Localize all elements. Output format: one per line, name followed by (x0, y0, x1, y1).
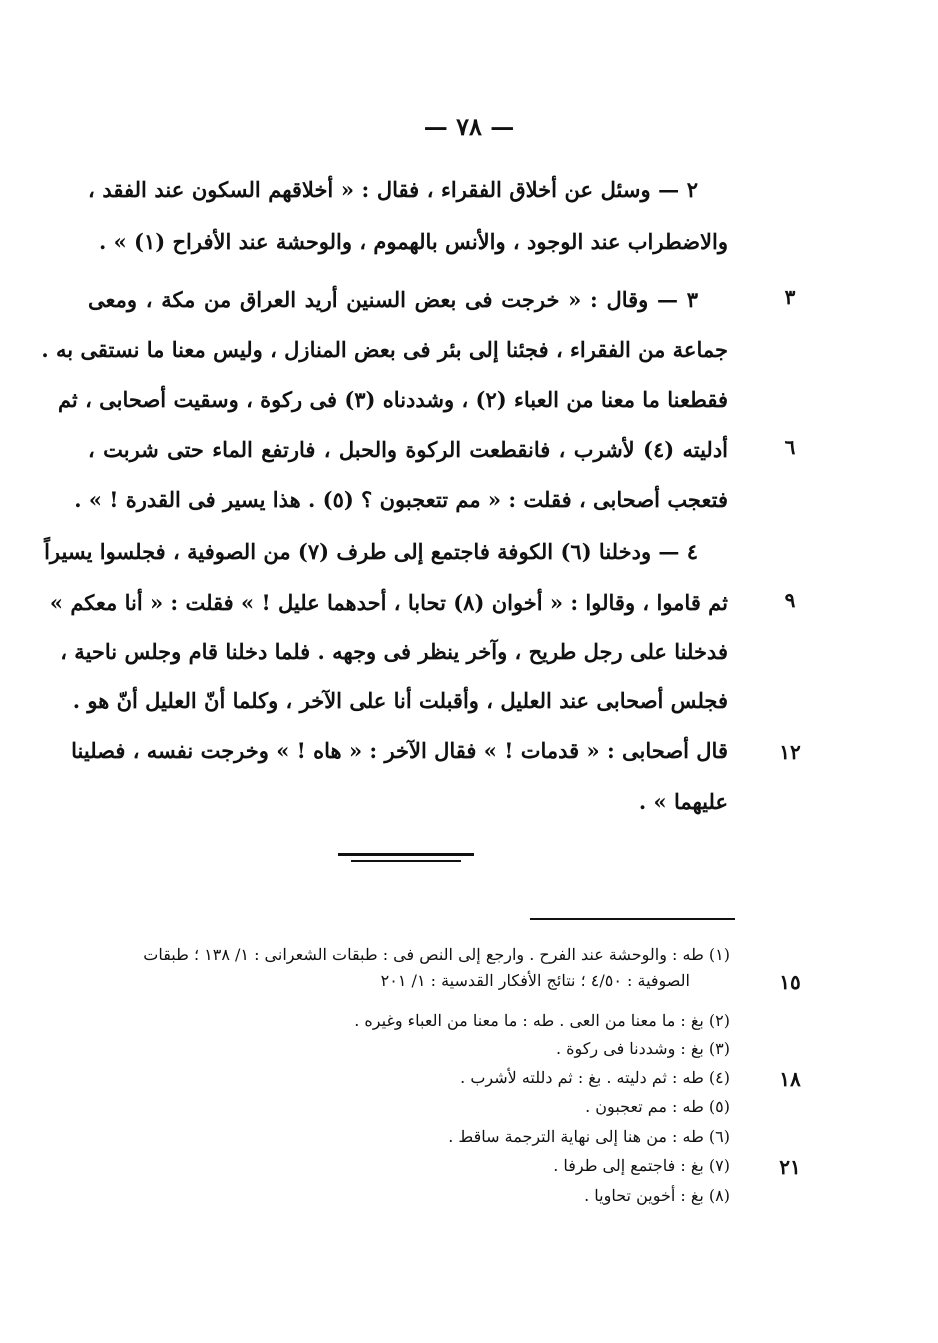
text-line: فقطعنا ما معنا من العباء (٢) ، وشددناه (٣) فى ركوة ، وسقيت أصحابى ، ثم (57, 387, 728, 412)
line-number: ١٨ (779, 1067, 801, 1091)
text-line: والاضطراب عند الوجود ، والأنس بالهموم ، والوحشة عند الأفراح (١) » . (98, 229, 728, 254)
line-number: ٩ (784, 588, 796, 612)
text-line: فتعجب أصحابى ، فقلت : « مم تتعجبون ؟ (٥) . هذا يسير فى القدرة ! » . (74, 487, 728, 512)
text-line: أدليته (٤) لأشرب ، فانقطعت الركوة والحبل ، فارتفع الماء حتى شربت ، (88, 437, 729, 462)
text-line: عليهما » . (638, 789, 728, 814)
footnote: (٢) بغ : ما معنا من العى . طه : ما معنا من العباء وغيره . (354, 1011, 730, 1030)
footnote: (٥) طه : مم تعجبون . (585, 1097, 730, 1116)
line-number: ١٢ (779, 740, 801, 764)
text-line: جماعة من الفقراء ، فجئنا إلى بئر فى بعض المنازل ، وليس معنا ما نستقى به . (41, 337, 728, 362)
text-line: ثم قاموا ، وقالوا : « أخوان (٨) تحابا ، أحدهما عليل ! » فقلت : « أنا معكم » (49, 590, 728, 615)
footnote: (١) طه : والوحشة عند الفرح . وارجع إلى النص فى : طبقات الشعرانى : ١/ ١٣٨ ؛ طبقات (143, 945, 730, 964)
line-number: ١٥ (779, 970, 801, 994)
footnote-continuation: الصوفية : ٤/٥٠ ؛ نتائج الأفكار القدسية : ١/ ٢٠١ (380, 971, 690, 990)
footnote: (٦) طه : من هنا إلى نهاية الترجمة ساقط . (448, 1127, 730, 1146)
footnote: (٣) بغ : وشددنا فى ركوة . (555, 1039, 730, 1058)
text-line: ٢ — وسئل عن أخلاق الفقراء ، فقال : « أخلاقهم السكون عند الفقد ، (88, 177, 698, 202)
text-line: ٣ — وقال : « خرجت فى بعض السنين أريد العراق من مكة ، ومعى (88, 287, 698, 312)
line-number: ٦ (784, 435, 796, 459)
footnote: (٧) بغ : فاجتمع إلى طرفا . (553, 1156, 730, 1175)
page-number: — ٧٨ — (423, 112, 515, 141)
footnote-rule (530, 918, 735, 920)
text-line: ٤ — ودخلنا (٦) الكوفة فاجتمع إلى طرف (٧) من الصوفية ، فجلسوا يسيراً (44, 539, 698, 564)
text-line: قال أصحابى : « قدمات ! » فقال الآخر : « هاه ! » وخرجت نفسه ، فصلينا (71, 738, 728, 763)
section-divider (338, 853, 474, 862)
line-number: ٢١ (779, 1155, 801, 1179)
footnote: (٨) بغ : أخوين تحاويا . (584, 1186, 730, 1205)
footnote: (٤) طه : ثم دليته . بغ : ثم دللته لأشرب . (460, 1068, 730, 1087)
text-line: فجلس أصحابى عند العليل ، وأقبلت أنا على الآخر ، وكلما أنّ العليل أنّ هو . (72, 688, 728, 713)
text-line: فدخلنا على رجل طريح ، وآخر ينظر فى وجهه . فلما دخلنا قام وجلس ناحية ، (60, 639, 728, 664)
line-number: ٣ (784, 285, 796, 309)
